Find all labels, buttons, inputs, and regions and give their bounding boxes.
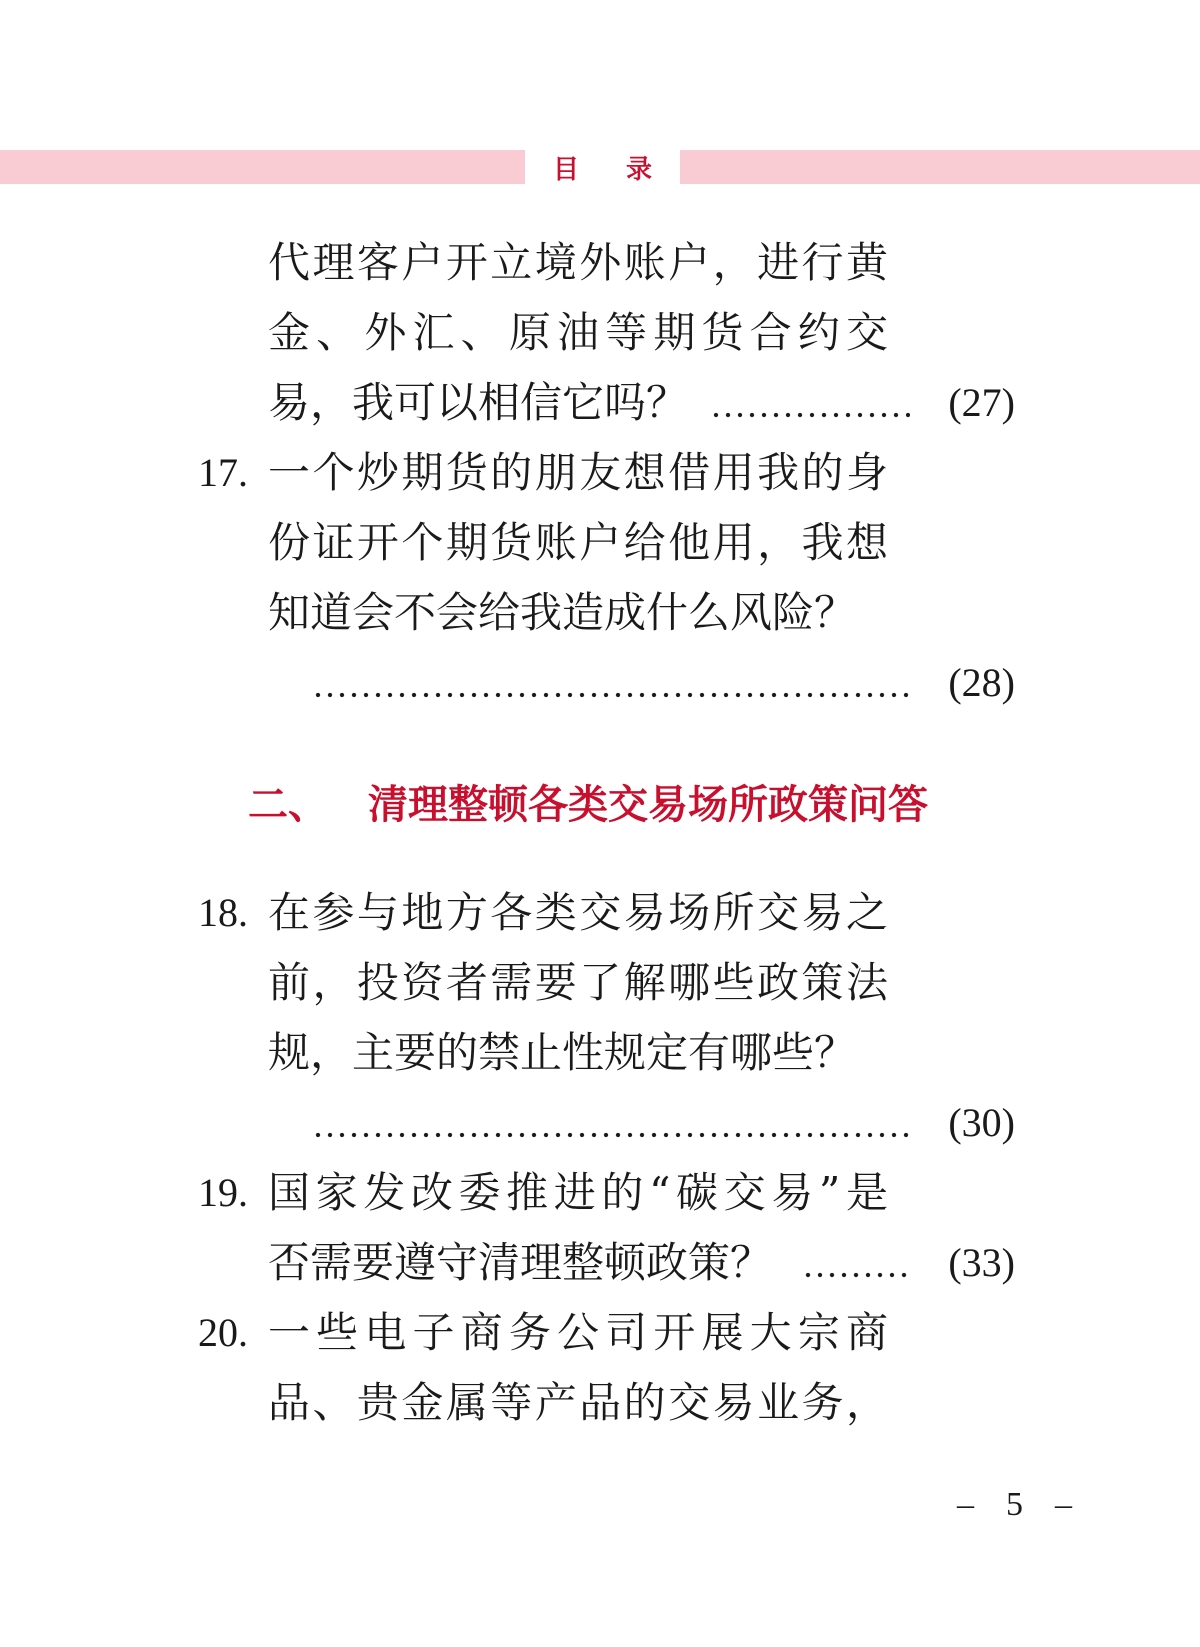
folio-dash-right: – xyxy=(1055,1486,1072,1523)
toc-line: 金、外汇、原油等期货合约交 xyxy=(268,308,888,357)
toc-item-number: 17. xyxy=(198,450,248,495)
toc-line: 份证开个期货账户给他用，我想 xyxy=(268,518,888,567)
toc-line: 在参与地方各类交易场所交易之 xyxy=(268,888,888,937)
toc-item-number: 20. xyxy=(198,1310,248,1355)
header-band-left xyxy=(0,150,525,184)
toc-line: 一个炒期货的朋友想借用我的身 xyxy=(268,448,888,497)
toc-line: 一些电子商务公司开展大宗商 xyxy=(268,1308,888,1357)
header-char-1: 目 xyxy=(553,154,580,185)
page-number xyxy=(957,1480,1072,1530)
dot-leader xyxy=(312,653,910,713)
toc-line: 国家发改委推进的“碳交易”是 xyxy=(268,1168,888,1217)
toc-page-ref: (28) xyxy=(948,660,1015,705)
folio-dash-left: – xyxy=(957,1486,974,1523)
section-number: 二、 xyxy=(248,782,328,828)
toc-page-ref: (33) xyxy=(948,1240,1015,1285)
toc-line: 前，投资者需要了解哪些政策法 xyxy=(268,958,888,1007)
toc-page-ref: (30) xyxy=(948,1100,1015,1145)
dot-leader xyxy=(312,1093,910,1153)
toc-line: 品、贵金属等产品的交易业务， xyxy=(268,1378,888,1427)
toc-page-ref: (27) xyxy=(948,380,1015,425)
toc-line: 知道会不会给我造成什么风险？ xyxy=(268,588,857,637)
toc-line: 易，我可以相信它吗？ xyxy=(268,378,689,427)
section-title: 清理整顿各类交易场所政策问答 xyxy=(368,782,928,828)
page-header-title xyxy=(525,150,680,184)
toc-item-number: 19. xyxy=(198,1170,248,1215)
dot-leader xyxy=(802,1233,910,1293)
toc-line: 代理客户开立境外账户，进行黄 xyxy=(268,238,888,287)
section-heading xyxy=(248,775,928,835)
folio-number: 5 xyxy=(1006,1486,1023,1523)
dot-leader xyxy=(710,373,910,433)
header-char-2: 录 xyxy=(625,154,652,185)
toc-line: 否需要遵守清理整顿政策？ xyxy=(268,1238,773,1287)
toc-item-number: 18. xyxy=(198,890,248,935)
toc-line: 规，主要的禁止性规定有哪些？ xyxy=(268,1028,857,1077)
header-band-right xyxy=(680,150,1200,184)
